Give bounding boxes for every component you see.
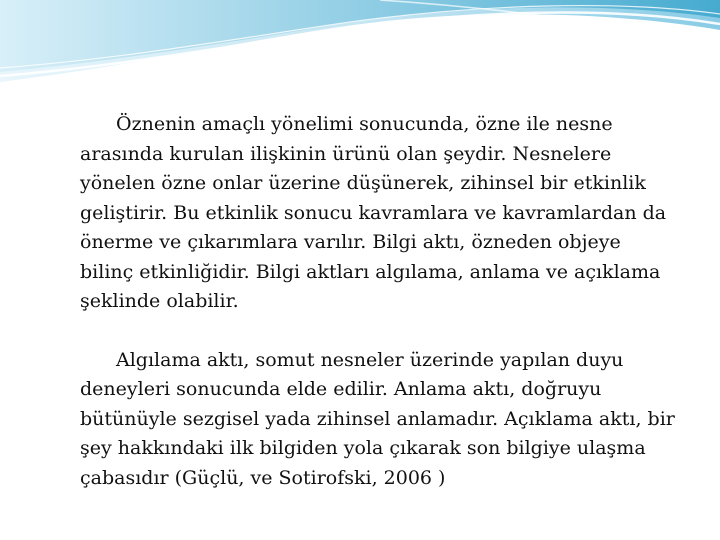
paragraph-2: Algılama aktı, somut nesneler üzerinde yapılan duyu deneyleri sonucunda elde edilir. Anlama aktı, doğruyu bütünüyle sezgisel yada zihinsel anlamadır. Açıklama aktı, bir şey hakkındaki ilk bilgiden yola çıkarak son bilgiye ulaşma çabasıdır (Güçlü, ve Sotirofski, 2006 ) <box>80 348 675 489</box>
body-text <box>80 110 680 493</box>
decorative-wave-header <box>0 0 720 90</box>
paragraph-1: Öznenin amaçlı yönelimi sonucunda, özne ile nesne arasında kurulan ilişkinin ürünü olan şeydir. Nesnelere yönelen özne onlar üzerine düşünerek, zihinsel bir etkinlik geliştirir. Bu etkinlik sonucu kavramlara ve kavramlardan da önerme ve çıkarımlara varılır. Bilgi aktı, özneden objeye bilinç etkinliğidir. Bilgi aktları algılama, anlama ve açıklama şeklinde olabilir. <box>80 113 667 312</box>
